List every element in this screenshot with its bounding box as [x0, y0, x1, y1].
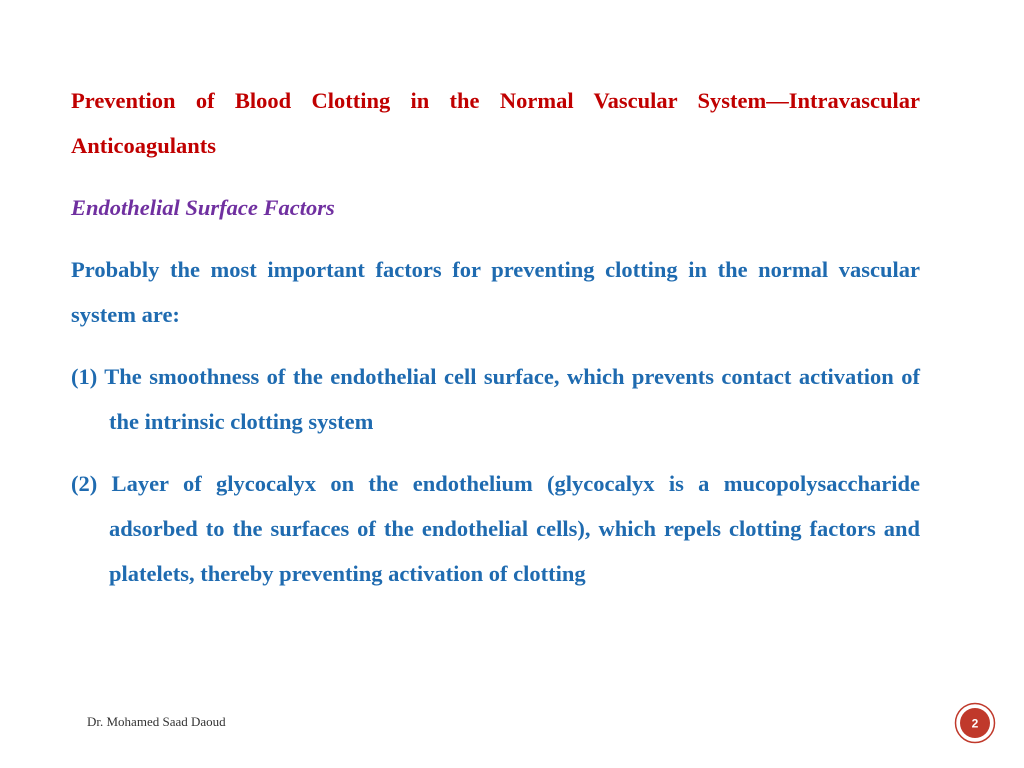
- list-item: (1) The smoothness of the endothelial cell surface, which prevents contact activation of the intrinsic clotting system: [71, 364, 920, 434]
- page-number-badge: [954, 702, 996, 744]
- slide-title: Prevention of Blood Clotting in the Normal Vascular System—Intravascular Anticoagulants: [71, 88, 920, 158]
- slide-subtitle: Endothelial Surface Factors: [71, 195, 335, 220]
- page-number: 2: [971, 716, 979, 731]
- intro-paragraph: Probably the most important factors for preventing clotting in the normal vascular system are:: [71, 257, 920, 327]
- slide-content: [71, 78, 920, 613]
- footer-author: Dr. Mohamed Saad Daoud: [87, 714, 226, 729]
- list-item: (2) Layer of glycocalyx on the endothelium (glycocalyx is a mucopolysaccharide adsorbed to the surfaces of the endothelial cells), which repels clotting factors and platelets, thereby preventing activation of clotting: [71, 471, 920, 586]
